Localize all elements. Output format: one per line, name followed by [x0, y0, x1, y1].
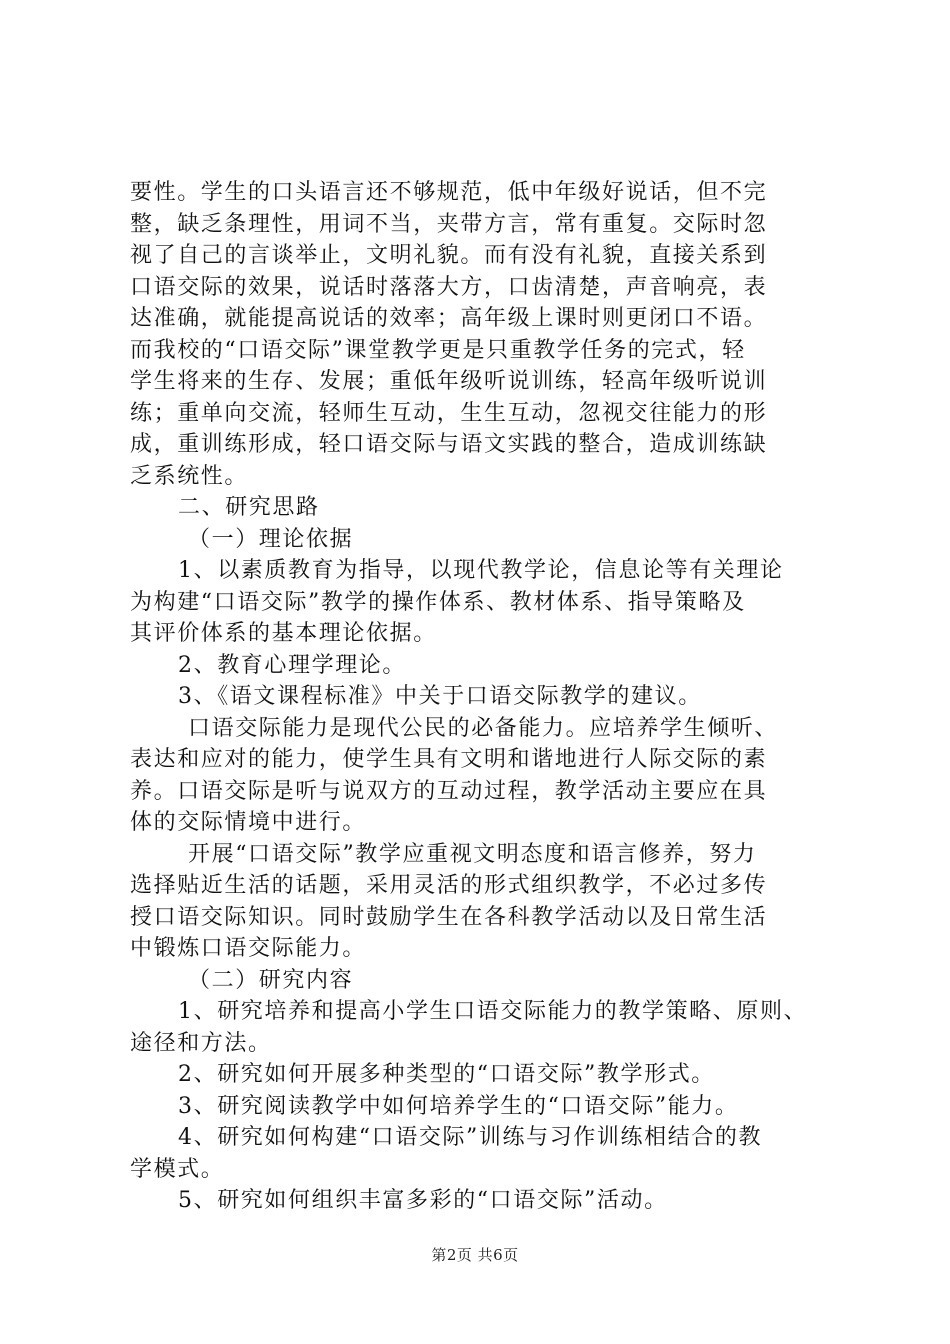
text-line: 1、研究培养和提高小学生口语交际能力的教学策略、原则、 [178, 999, 808, 1024]
text-line: 4、研究如何构建“口语交际”训练与习作训练相结合的教 [178, 1125, 763, 1150]
text-line: 2、教育心理学理论。 [178, 652, 406, 678]
text-line: 学模式。 [130, 1156, 225, 1182]
text-line: 途径和方法。 [130, 1030, 272, 1056]
text-line: 练；重单向交流，轻师生互动，生生互动，忽视交往能力的形 [130, 400, 768, 426]
section-heading: 二、研究思路 [178, 495, 320, 520]
text-line: 养。口语交际是听与说双方的互动过程，教学活动主要应在具 [130, 778, 768, 804]
text-line: 中锻炼口语交际能力。 [130, 936, 367, 961]
text-line: 其评价体系的基本理论依据。 [130, 621, 437, 646]
text-line: 体的交际情境中进行。 [130, 810, 367, 835]
text-line: 要性。学生的口头语言还不够规范，低中年级好说话，但不完 [130, 180, 768, 205]
text-line: 2、研究如何开展多种类型的“口语交际”教学形式。 [178, 1062, 715, 1087]
text-line: 学生将来的生存、发展；重低年级听说训练，轻高年级听说训 [130, 369, 768, 394]
text-line: 开展“口语交际”教学应重视文明态度和语言修养，努力 [188, 841, 757, 867]
text-line: 选择贴近生活的话题，采用灵活的形式组织教学，不必过多传 [130, 873, 768, 898]
text-line: 达准确，就能提高说话的效率；高年级上课时则更闭口不语。 [130, 306, 768, 331]
text-line: 1、以素质教育为指导，以现代教学论，信息论等有关理论 [178, 558, 784, 583]
page-number-footer: 第2页 共6页 [431, 1246, 519, 1264]
text-line: 成，重训练形成，轻口语交际与语文实践的整合，造成训练缺 [130, 432, 768, 457]
document-body [130, 177, 850, 1217]
text-line: 3、研究阅读教学中如何培养学生的“口语交际”能力。 [178, 1093, 739, 1119]
subsection-heading: （一）理论依据 [188, 526, 354, 552]
text-line: 口语交际能力是现代公民的必备能力。应培养学生倾听、 [188, 715, 779, 741]
text-line: 乏系统性。 [130, 463, 249, 489]
text-line: 表达和应对的能力，使学生具有文明和谐地进行人际交际的素 [130, 747, 768, 772]
subsection-heading: （二）研究内容 [188, 967, 354, 993]
text-line: 为构建“口语交际”教学的操作体系、教材体系、指导策略及 [130, 589, 746, 615]
text-line: 整，缺乏条理性，用词不当，夹带方言，常有重复。交际时忽 [130, 211, 768, 237]
text-line: 授口语交际知识。同时鼓励学生在各科教学活动以及日常生活 [130, 904, 768, 930]
text-line: 口语交际的效果，说话时落落大方，口齿清楚，声音响亮，表 [130, 274, 768, 300]
text-line: 视了自己的言谈举止，文明礼貌。而有没有礼貌，直接关系到 [130, 243, 768, 268]
text-line: 而我校的“口语交际”课堂教学更是只重教学任务的完式，轻 [130, 337, 746, 363]
text-line: 5、研究如何组织丰富多彩的“口语交际”活动。 [178, 1188, 668, 1213]
text-line: 3、《语文课程标准》中关于口语交际教学的建议。 [178, 684, 702, 709]
